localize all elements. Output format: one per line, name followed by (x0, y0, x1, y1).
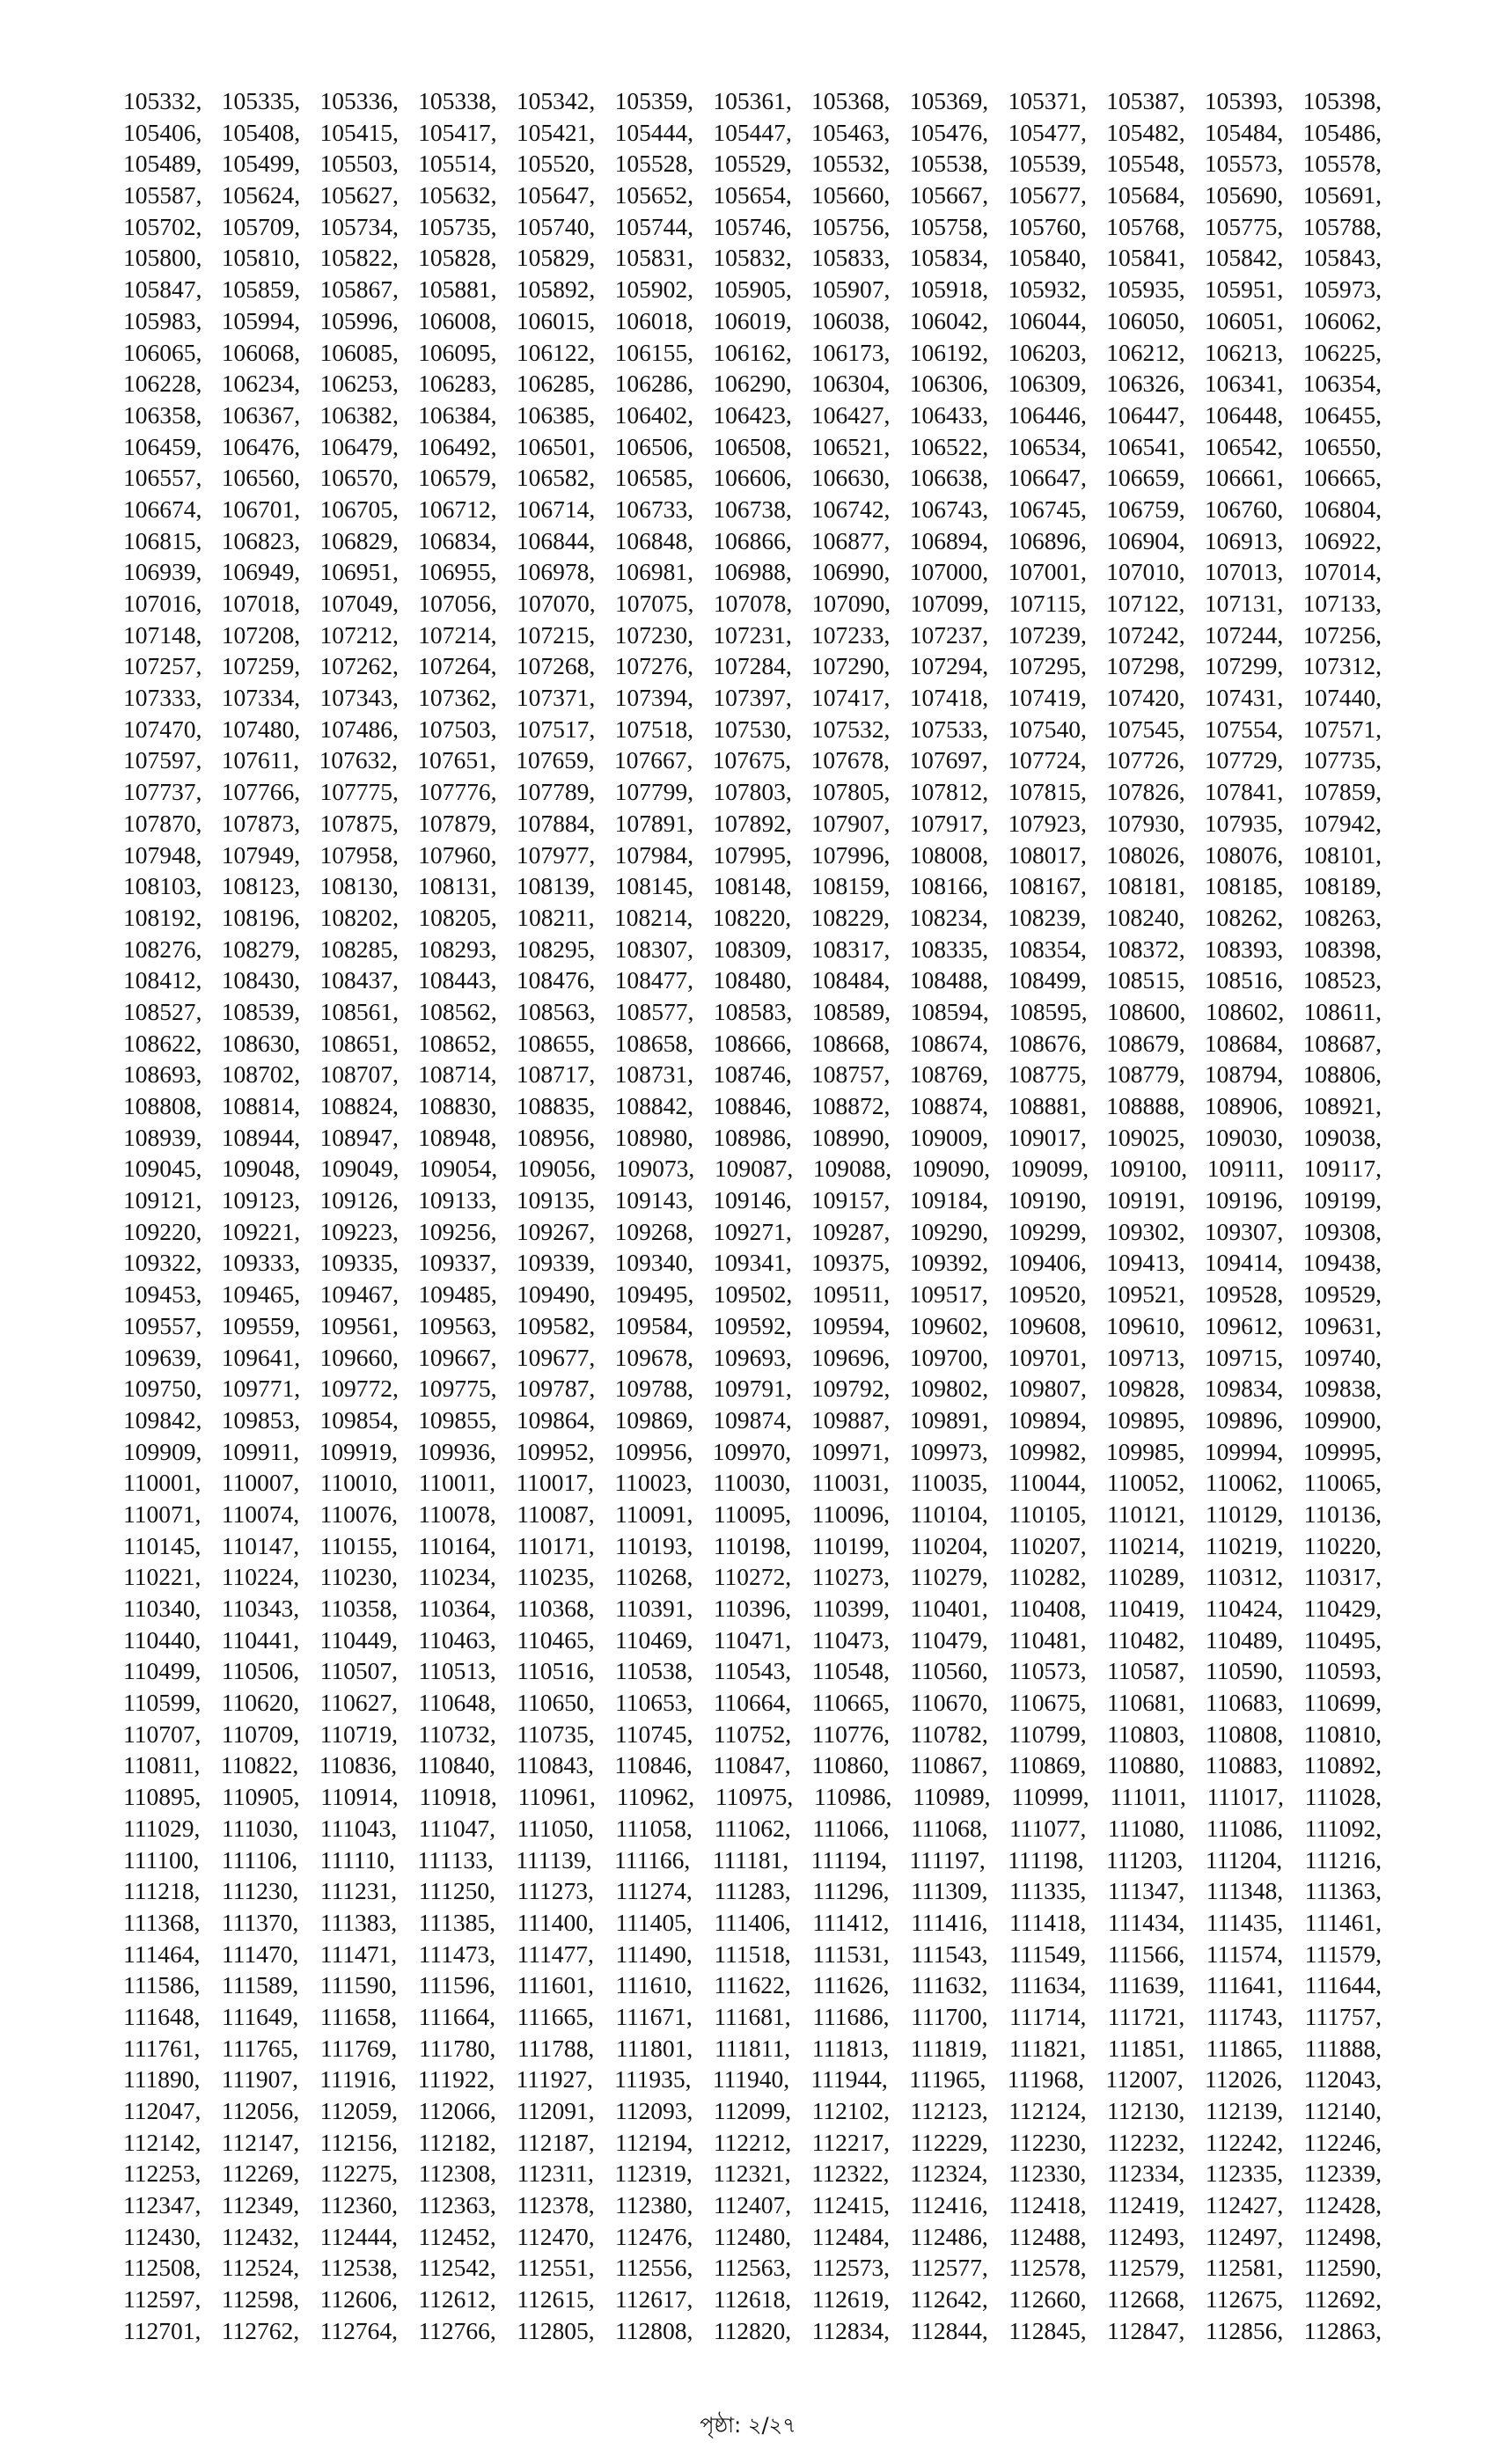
number-line: 109557, 109559, 109561, 109563, 109582, 109584, 109592, 109594, 109602, 109608, 109610, 109612, 109631, (123, 1311, 1382, 1339)
roll-number-list (123, 85, 1382, 2347)
number-line: 107470, 107480, 107486, 107503, 107517, 107518, 107530, 107532, 107533, 107540, 107545, 107554, 107571, (123, 715, 1382, 743)
number-line: 110895, 110905, 110914, 110918, 110961, 110962, 110975, 110986, 110989, 110999, 111011, 111017, 111028, (123, 1783, 1382, 1811)
number-line: 109639, 109641, 109660, 109667, 109677, 109678, 109693, 109696, 109700, 109701, 109713, 109715, 109740, (123, 1343, 1382, 1371)
number-line: 111218, 111230, 111231, 111250, 111273, 111274, 111283, 111296, 111309, 111335, 111347, 111348, 111363, (123, 1877, 1382, 1905)
number-line: 105800, 105810, 105822, 105828, 105829, 105831, 105832, 105833, 105834, 105840, 105841, 105842, 105843, (123, 244, 1382, 272)
number-line: 112047, 112056, 112059, 112066, 112091, 112093, 112099, 112102, 112123, 112124, 112130, 112139, 112140, (123, 2097, 1382, 2124)
number-line: 109842, 109853, 109854, 109855, 109864, 109869, 109874, 109887, 109891, 109894, 109895, 109896, 109900, (123, 1405, 1382, 1434)
number-line: 107737, 107766, 107775, 107776, 107789, 107799, 107803, 107805, 107812, 107815, 107826, 107841, 107859, (123, 778, 1382, 806)
number-line: 110707, 110709, 110719, 110732, 110735, 110745, 110752, 110776, 110782, 110799, 110803, 110808, 110810, (123, 1720, 1382, 1748)
number-line: 112701, 112762, 112764, 112766, 112805, 112808, 112820, 112834, 112844, 112845, 112847, 112856, 112863, (123, 2316, 1382, 2344)
number-line: 108622, 108630, 108651, 108652, 108655, 108658, 108666, 108668, 108674, 108676, 108679, 108684, 108687, (123, 1029, 1382, 1057)
number-line: 110001, 110007, 110010, 110011, 110017, 110023, 110030, 110031, 110035, 110044, 110052, 110062, 110065, (123, 1469, 1382, 1497)
number-line: 109750, 109771, 109772, 109775, 109787, 109788, 109791, 109792, 109802, 109807, 109828, 109834, 109838, (123, 1375, 1382, 1403)
number-line: 111368, 111370, 111383, 111385, 111400, 111405, 111406, 111412, 111416, 111418, 111434, 111435, 111461, (123, 1908, 1382, 1936)
number-line: 108192, 108196, 108202, 108205, 108211, 108214, 108220, 108229, 108234, 108239, 108240, 108262, 108263, (123, 903, 1382, 931)
number-line: 107148, 107208, 107212, 107214, 107215, 107230, 107231, 107233, 107237, 107239, 107242, 107244, 107256, (123, 620, 1382, 649)
number-line: 105702, 105709, 105734, 105735, 105740, 105744, 105746, 105756, 105758, 105760, 105768, 105775, 105788, (123, 212, 1382, 240)
number-line: 108527, 108539, 108561, 108562, 108563, 108577, 108583, 108589, 108594, 108595, 108600, 108602, 108611, (123, 997, 1382, 1025)
number-line: 112347, 112349, 112360, 112363, 112378, 112380, 112407, 112415, 112416, 112418, 112419, 112427, 112428, (123, 2191, 1382, 2219)
number-line: 107597, 107611, 107632, 107651, 107659, 107667, 107675, 107678, 107697, 107724, 107726, 107729, 107735, (123, 746, 1382, 774)
number-line: 111100, 111106, 111110, 111133, 111139, 111166, 111181, 111194, 111197, 111198, 111203, 111204, 111216, (123, 1845, 1382, 1874)
number-line: 106557, 106560, 106570, 106579, 106582, 106585, 106606, 106630, 106638, 106647, 106659, 106661, 106665, (123, 464, 1382, 492)
number-line: 112597, 112598, 112606, 112612, 112615, 112617, 112618, 112619, 112642, 112660, 112668, 112675, 112692, (123, 2285, 1382, 2314)
number-line: 111586, 111589, 111590, 111596, 111601, 111610, 111622, 111626, 111632, 111634, 111639, 111641, 111644, (123, 1971, 1382, 1999)
number-line: 112430, 112432, 112444, 112452, 112470, 112476, 112480, 112484, 112486, 112488, 112493, 112497, 112498, (123, 2222, 1382, 2250)
number-line: 107333, 107334, 107343, 107362, 107371, 107394, 107397, 107417, 107418, 107419, 107420, 107431, 107440, (123, 684, 1382, 712)
number-line: 105847, 105859, 105867, 105881, 105892, 105902, 105905, 105907, 105918, 105932, 105935, 105951, 105973, (123, 275, 1382, 304)
number-line: 105332, 105335, 105336, 105338, 105342, 105359, 105361, 105368, 105369, 105371, 105387, 105393, 105398, (123, 87, 1382, 114)
number-line: 109453, 109465, 109467, 109485, 109490, 109495, 109502, 109511, 109517, 109520, 109521, 109528, 109529, (123, 1280, 1382, 1309)
number-line: 111761, 111765, 111769, 111780, 111788, 111801, 111811, 111813, 111819, 111821, 111851, 111865, 111888, (123, 2034, 1382, 2062)
number-line: 110071, 110074, 110076, 110078, 110087, 110091, 110095, 110096, 110104, 110105, 110121, 110129, 110136, (123, 1500, 1382, 1528)
number-line: 112253, 112269, 112275, 112308, 112311, 112319, 112321, 112322, 112324, 112330, 112334, 112335, 112339, (123, 2160, 1382, 2188)
number-line: 112142, 112147, 112156, 112182, 112187, 112194, 112212, 112217, 112229, 112230, 112232, 112242, 112246, (123, 2128, 1382, 2156)
number-line: 107257, 107259, 107262, 107264, 107268, 107276, 107284, 107290, 107294, 107295, 107298, 107299, 107312, (123, 652, 1382, 680)
number-line: 108693, 108702, 108707, 108714, 108717, 108731, 108746, 108757, 108769, 108775, 108779, 108794, 108806, (123, 1060, 1382, 1089)
number-line: 110440, 110441, 110449, 110463, 110465, 110469, 110471, 110473, 110479, 110481, 110482, 110489, 110495, (123, 1625, 1382, 1654)
number-line: 111029, 111030, 111043, 111047, 111050, 111058, 111062, 111066, 111068, 111077, 111080, 111086, 111092, (123, 1814, 1382, 1842)
number-line: 108412, 108430, 108437, 108443, 108476, 108477, 108480, 108484, 108488, 108499, 108515, 108516, 108523, (123, 966, 1382, 994)
number-line: 111464, 111470, 111471, 111473, 111477, 111490, 111518, 111531, 111543, 111549, 111566, 111574, 111579, (123, 1940, 1382, 1968)
number-line: 109909, 109911, 109919, 109936, 109952, 109956, 109970, 109971, 109973, 109982, 109985, 109994, 109995, (123, 1437, 1382, 1465)
number-line: 106815, 106823, 106829, 106834, 106844, 106848, 106866, 106877, 106894, 106896, 106904, 106913, 106922, (123, 526, 1382, 554)
number-line: 112508, 112524, 112538, 112542, 112551, 112556, 112563, 112573, 112577, 112578, 112579, 112581, 112590, (123, 2254, 1382, 2282)
page-number-footer: পৃষ্ঠা: ২/২৭ (700, 2413, 796, 2438)
number-line: 106674, 106701, 106705, 106712, 106714, 106733, 106738, 106742, 106743, 106745, 106759, 106760, 106804, (123, 495, 1382, 523)
number-line: 108103, 108123, 108130, 108131, 108139, 108145, 108148, 108159, 108166, 108167, 108181, 108185, 108189, (123, 872, 1382, 900)
number-line: 110340, 110343, 110358, 110364, 110368, 110391, 110396, 110399, 110401, 110408, 110419, 110424, 110429, (123, 1595, 1382, 1622)
number-line: 106065, 106068, 106085, 106095, 106122, 106155, 106162, 106173, 106192, 106203, 106212, 106213, 106225, (123, 338, 1382, 366)
number-line: 110221, 110224, 110230, 110234, 110235, 110268, 110272, 110273, 110279, 110282, 110289, 110312, 110317, (123, 1563, 1382, 1591)
number-line: 106358, 106367, 106382, 106384, 106385, 106402, 106423, 106427, 106433, 106446, 106447, 106448, 106455, (123, 400, 1382, 429)
number-line: 106228, 106234, 106253, 106283, 106285, 106286, 106290, 106304, 106306, 106309, 106326, 106341, 106354, (123, 370, 1382, 398)
number-line: 109322, 109333, 109335, 109337, 109339, 109340, 109341, 109375, 109392, 109406, 109413, 109414, 109438, (123, 1249, 1382, 1277)
number-line: 109220, 109221, 109223, 109256, 109267, 109268, 109271, 109287, 109290, 109299, 109302, 109307, 109308, (123, 1217, 1382, 1245)
number-line: 107016, 107018, 107049, 107056, 107070, 107075, 107078, 107090, 107099, 107115, 107122, 107131, 107133, (123, 590, 1382, 617)
number-line: 105406, 105408, 105415, 105417, 105421, 105444, 105447, 105463, 105476, 105477, 105482, 105484, 105486, (123, 118, 1382, 146)
number-line: 105587, 105624, 105627, 105632, 105647, 105652, 105654, 105660, 105667, 105677, 105684, 105690, 105691, (123, 181, 1382, 209)
number-line: 109045, 109048, 109049, 109054, 109056, 109073, 109087, 109088, 109090, 109099, 109100, 109111, 109117, (123, 1155, 1382, 1183)
number-line: 109121, 109123, 109126, 109133, 109135, 109143, 109146, 109157, 109184, 109190, 109191, 109196, 109199, (123, 1186, 1382, 1214)
number-line: 110499, 110506, 110507, 110513, 110516, 110538, 110543, 110548, 110560, 110573, 110587, 110590, 110593, (123, 1657, 1382, 1685)
number-line: 110599, 110620, 110627, 110648, 110650, 110653, 110664, 110665, 110670, 110675, 110681, 110683, 110699, (123, 1689, 1382, 1717)
number-line: 105489, 105499, 105503, 105514, 105520, 105528, 105529, 105532, 105538, 105539, 105548, 105573, 105578, (123, 150, 1382, 178)
number-line: 107870, 107873, 107875, 107879, 107884, 107891, 107892, 107907, 107917, 107923, 107930, 107935, 107942, (123, 809, 1382, 837)
number-line: 108939, 108944, 108947, 108948, 108956, 108980, 108986, 108990, 109009, 109017, 109025, 109030, 109038, (123, 1123, 1382, 1151)
number-line: 108276, 108279, 108285, 108293, 108295, 108307, 108309, 108317, 108335, 108354, 108372, 108393, 108398, (123, 935, 1382, 963)
number-line: 106939, 106949, 106951, 106955, 106978, 106981, 106988, 106990, 107000, 107001, 107010, 107013, 107014, (123, 558, 1382, 586)
number-line: 111890, 111907, 111916, 111922, 111927, 111935, 111940, 111944, 111965, 111968, 112007, 112026, 112043, (123, 2065, 1382, 2094)
number-line: 111648, 111649, 111658, 111664, 111665, 111671, 111681, 111686, 111700, 111714, 111721, 111743, 111757, (123, 2002, 1382, 2030)
number-line: 110145, 110147, 110155, 110164, 110171, 110193, 110198, 110199, 110204, 110207, 110214, 110219, 110220, (123, 1531, 1382, 1559)
number-line: 106459, 106476, 106479, 106492, 106501, 106506, 106508, 106521, 106522, 106534, 106541, 106542, 106550, (123, 432, 1382, 460)
number-line: 105983, 105994, 105996, 106008, 106015, 106018, 106019, 106038, 106042, 106044, 106050, 106051, 106062, (123, 306, 1382, 334)
number-line: 108808, 108814, 108824, 108830, 108835, 108842, 108846, 108872, 108874, 108881, 108888, 108906, 108921, (123, 1092, 1382, 1119)
number-line: 110811, 110822, 110836, 110840, 110843, 110846, 110847, 110860, 110867, 110869, 110880, 110883, 110892, (123, 1751, 1382, 1779)
number-line: 107948, 107949, 107958, 107960, 107977, 107984, 107995, 107996, 108008, 108017, 108026, 108076, 108101, (123, 840, 1382, 869)
